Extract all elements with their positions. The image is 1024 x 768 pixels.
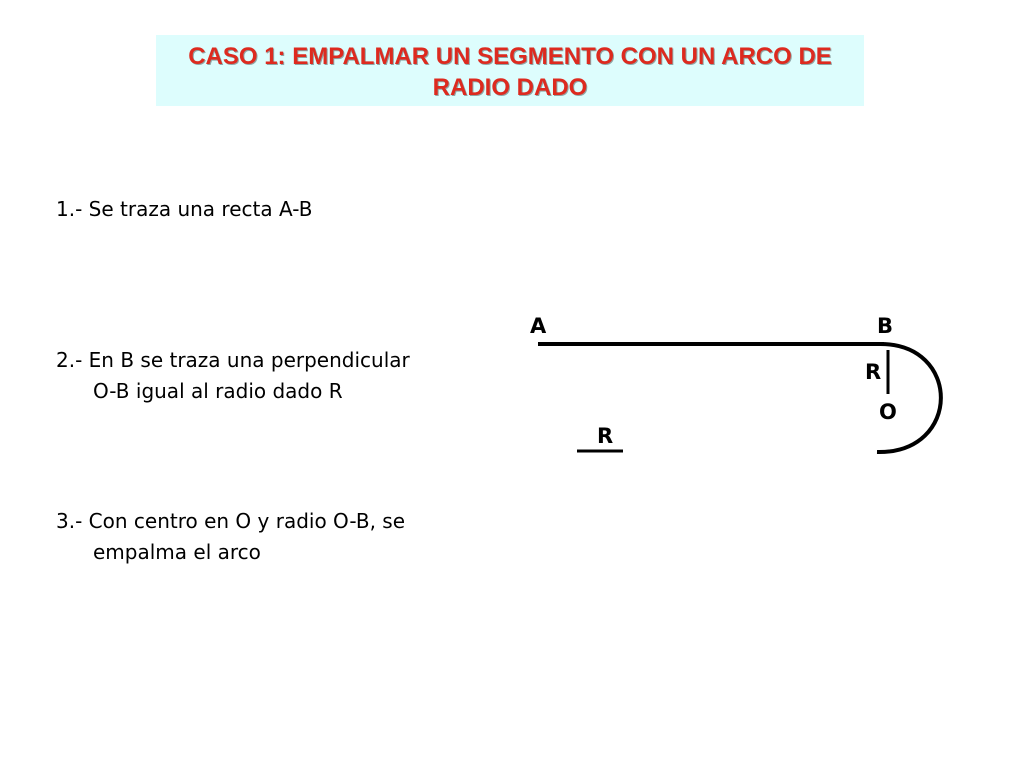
- step-2-text-line-1: 2.- En B se traza una perpendicular: [56, 348, 410, 372]
- label-radius-r: R: [865, 360, 882, 384]
- step-3-text-line-1: 3.- Con centro en O y radio O-B, se: [56, 509, 406, 533]
- label-given-radius: R: [597, 424, 614, 448]
- label-a: A: [530, 314, 547, 338]
- title-line-1: CASO 1: EMPALMAR UN SEGMENTO CON UN ARCO DE: [188, 43, 832, 70]
- title-line-2: RADIO DADO: [432, 74, 588, 101]
- label-b: B: [877, 314, 894, 338]
- step-3-text-line-2: empalma el arco: [93, 540, 261, 564]
- step-2-text-line-2: O-B igual al radio dado R: [93, 379, 343, 403]
- step-1-text: 1.- Se traza una recta A-B: [56, 197, 313, 221]
- label-o: O: [879, 400, 897, 424]
